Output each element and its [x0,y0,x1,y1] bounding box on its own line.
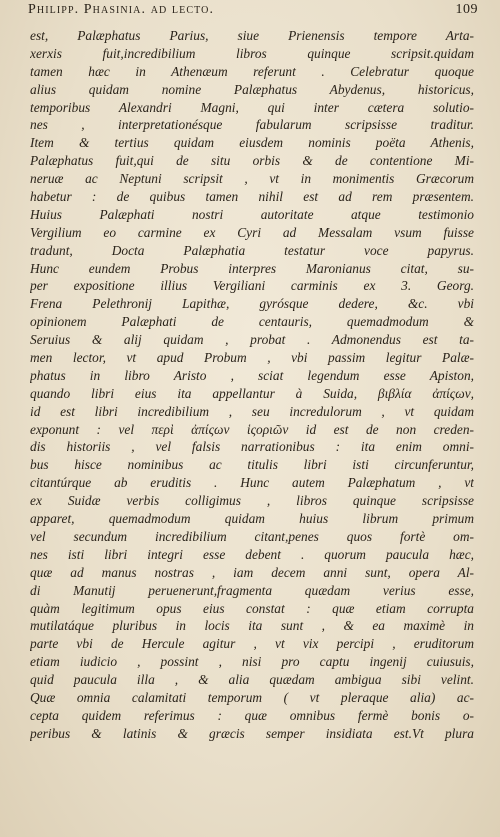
text-line: peribus & latinis & græcis semper insidiata est.Vt plura [30,725,474,741]
text-line: apparet, quemadmodum quidam huius librum primum [30,511,474,527]
text-line: nes , interpretationésque fabularum scripsisse traditur. [30,117,474,133]
running-head [28,2,478,24]
text-line: citantúrque ab eruditis . Hunc autem Palæphatum , vt [30,475,474,491]
text-line: men lector, vt apud Probum , vbi passim legitur Palæ- [30,350,474,366]
text-line: temporibus Alexandri Magni, qui inter cætera solutio- [30,99,474,115]
text-line: ex Suidæ verbis colligimus , libros quinque scripsisse [30,493,474,509]
text-line: habetur : de quibus tamen nihil est ad rem præsentem. [30,189,474,205]
text-line: Huius Palæphati nostri autoritate atque testimonio [30,206,474,222]
text-line: quæ ad manus nostras , iam decem anni sunt, opera Al- [30,564,474,580]
text-line: mutilatáque pluribus in locis ita sunt , & ea maximè in [30,618,474,634]
text-line: opinionem Palæphati de centauris, quemadmodum & [30,314,474,330]
text-line: nes isti libri integri esse debent . quorum paucula hæc, [30,546,474,562]
text-line: vel secundum incredibilium citant,penes quos fortè om- [30,528,474,544]
text-line: Hunc eundem Probus interpres Maronianus citat, su- [30,260,474,276]
text-line: parte vbi de Hercule agitur , vt vix percipi , eruditorum [30,636,474,652]
text-line: Frena Pelethronij Lapithæ, gyrósque dedere, &c. vbi [30,296,474,312]
body-text [30,27,474,743]
text-line: Item & tertius quidam eiusdem nominis poëta Athenis, [30,135,474,151]
text-line: xerxis fuit,incredibilium libros quinque scripsit.quidam [30,45,474,61]
text-line: est, Palæphatus Parius, siue Prienensis tempore Arta- [30,28,474,43]
text-line: Vergilium eo carmine ex Cyri ad Messalam vsum fuisse [30,224,474,240]
text-line: phatus in libro Aristo , sciat legendum esse Apiston, [30,367,474,383]
text-line: Seruius & alij quidam , probat . Admonendus est ta- [30,332,474,348]
text-line: Quæ omnia calamitati temporum ( vt pleraque alia) ac- [30,689,474,705]
text-line: cepta quidem referimus : quæ omnibus fermè bonis o- [30,707,474,723]
text-line: etiam iudicio , possint , nisi pro captu ingenij cuiusuis, [30,654,474,670]
text-line: bus hisce nominibus ac titulis libri isti circunferuntur, [30,457,474,473]
text-line: per expositione illius Vergiliani carminis ex 3. Georg. [30,278,474,294]
text-line: quando libri eius ita appellantur à Suida, βιβλία ἀπίςων, [30,385,474,401]
text-line: alius quidam nomine Palæphatus Abydenus, historicus, [30,81,474,97]
text-line: quàm legitimum opus eius constat : quæ etiam corrupta [30,600,474,616]
text-line: di Manutij peruenerunt,fragmenta quædam verius esse, [30,582,474,598]
page-number: 109 [455,2,478,17]
text-line: exponunt : vel περὶ ἀπίςων ἱςοριῶν id est de non creden- [30,421,474,437]
text-line: quid paucula illa , & alia quædam ambigua sibi velint. [30,672,474,688]
text-line: dis historiis , vel falsis narrationibus : ita enim omni- [30,439,474,455]
running-head-title: Philipp. Phasinia. ad lecto. [28,2,215,17]
text-line: tradunt, Docta Palæphatia testatur voce papyrus. [30,242,474,258]
text-line: id est libri incredibilium , seu incredulorum , vt quidam [30,403,474,419]
text-line: tamen hæc in Athenæum referunt . Celebratur quoque [30,63,474,79]
text-line: neruæ ac Neptuni scripsit , vt in monimentis Græcorum [30,171,474,187]
text-line: Palæphatus fuit,qui de situ orbis & de contentione Mi- [30,153,474,169]
